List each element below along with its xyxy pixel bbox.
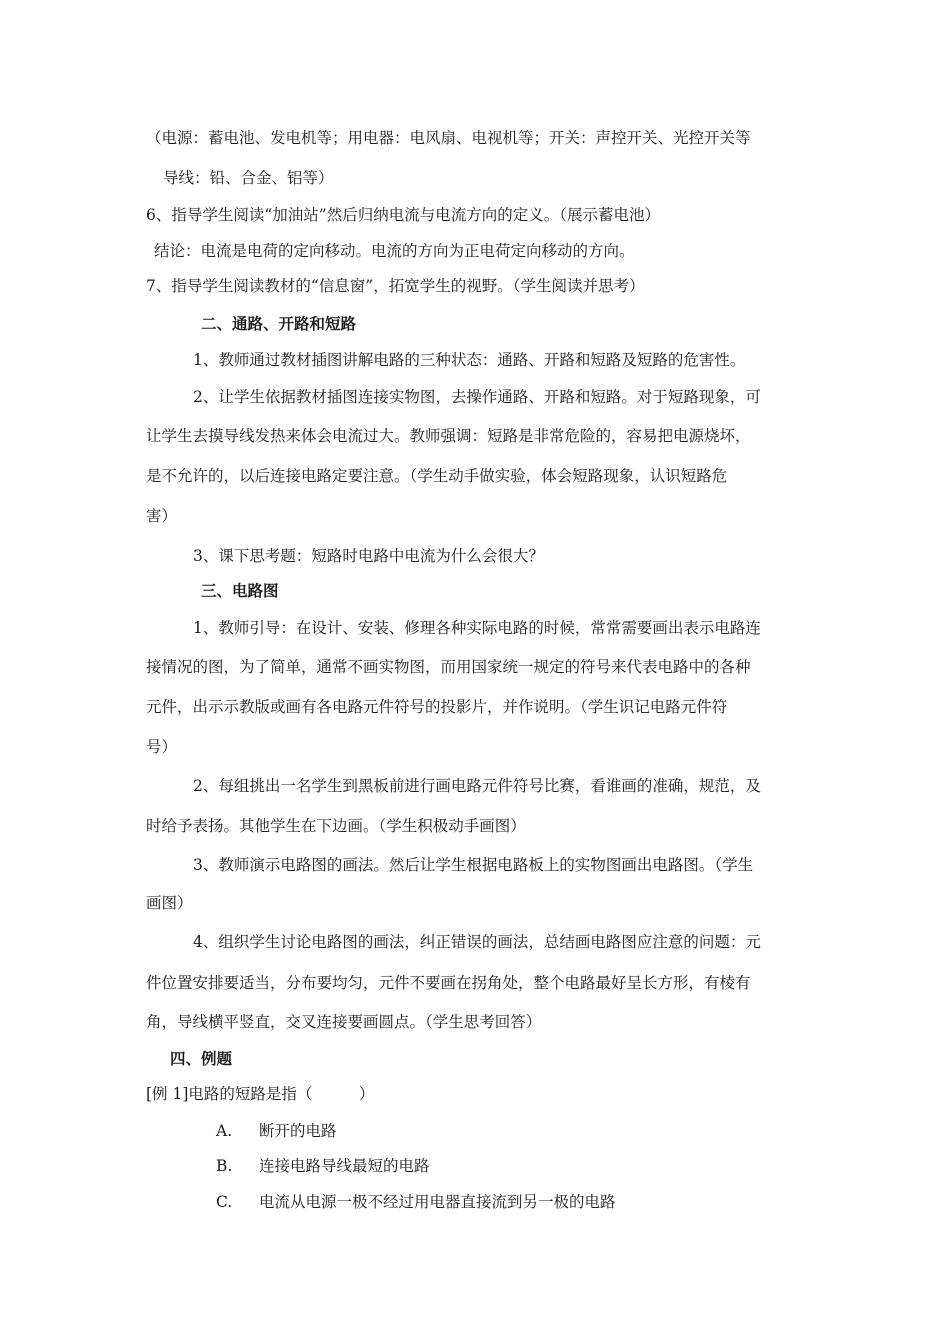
option-text: 断开的电路	[259, 1122, 337, 1140]
text-line: 3、教师演示电路图的画法。然后让学生根据电路板上的实物图画出电路图。（学生	[193, 856, 754, 874]
text-line: 时给予表扬。其他学生在下边画。（学生积极动手画图）	[146, 817, 526, 835]
option-letter: C.	[216, 1193, 233, 1211]
text-line: 7、指导学生阅读教材的“信息窗”，拓宽学生的视野。（学生阅读并思考）	[146, 277, 645, 295]
example-question-text: 电路的短路是指（ ）	[188, 1085, 375, 1103]
text-line: 导线：铅、合金、铝等）	[163, 169, 334, 187]
text-line: 害）	[146, 507, 178, 525]
section-heading: 二、通路、开路和短路	[201, 314, 357, 333]
text-line: 画图）	[146, 894, 193, 912]
text-line: 让学生去摸导线发热来体会电流过大。教师强调：短路是非常危险的，容易把电源烧坏，	[146, 427, 751, 445]
text-line: 6、指导学生阅读“加油站”然后归纳电流与电流方向的定义。（展示蓄电池）	[146, 206, 660, 224]
text-line: 结论：电流是电荷的定向移动。电流的方向为正电荷定向移动的方向。	[154, 242, 635, 260]
option-letter: B.	[216, 1157, 233, 1175]
text-line: 元件，出示示教版或画有各电路元件符号的投影片，并作说明。（学生识记电路元件符	[146, 698, 728, 716]
text-line: 号）	[146, 738, 178, 756]
section-heading: 四、例题	[170, 1049, 233, 1068]
text-line: 件位置安排要适当，分布要均匀，元件不要画在拐角处，整个电路最好呈长方形，有棱有	[146, 974, 751, 992]
text-line: 接情况的图，为了简单，通常不画实物图，而用国家统一规定的符号来代表电路中的各种	[146, 658, 751, 676]
example-label: [例 1]	[146, 1085, 189, 1103]
option-text: 电流从电源一极不经过用电器直接流到另一极的电路	[259, 1193, 616, 1211]
option-text: 连接电路导线最短的电路	[259, 1157, 430, 1175]
text-line: 2、每组挑出一名学生到黑板前进行画电路元件符号比赛，看谁画的准确，规范，及	[193, 777, 761, 795]
option-letter: A.	[216, 1122, 233, 1140]
text-line: （电源：蓄电池、发电机等；用电器：电风扇、电视机等；开关：声控开关、光控开关等	[146, 129, 751, 147]
text-line: 角，导线横平竖直，交叉连接要画圆点。（学生思考回答）	[146, 1013, 542, 1031]
text-line: 4、组织学生讨论电路图的画法，纠正错误的画法，总结画电路图应注意的问题：元	[193, 933, 761, 951]
text-line: 2、让学生依据教材插图连接实物图，去操作通路、开路和短路。对于短路现象，可	[193, 388, 761, 406]
section-heading: 三、电路图	[201, 581, 279, 600]
example-question	[146, 1084, 374, 1104]
text-line: 1、教师引导：在设计、安装、修理各种实际电路的时候，常常需要画出表示电路连	[193, 619, 761, 637]
text-line: 是不允许的，以后连接电路定要注意。（学生动手做实验，体会短路现象，认识短路危	[146, 467, 728, 485]
text-line: 1、教师通过教材插图讲解电路的三种状态：通路、开路和短路及短路的危害性。	[193, 351, 746, 369]
text-line: 3、课下思考题：短路时电路中电流为什么会很大？	[193, 547, 544, 565]
